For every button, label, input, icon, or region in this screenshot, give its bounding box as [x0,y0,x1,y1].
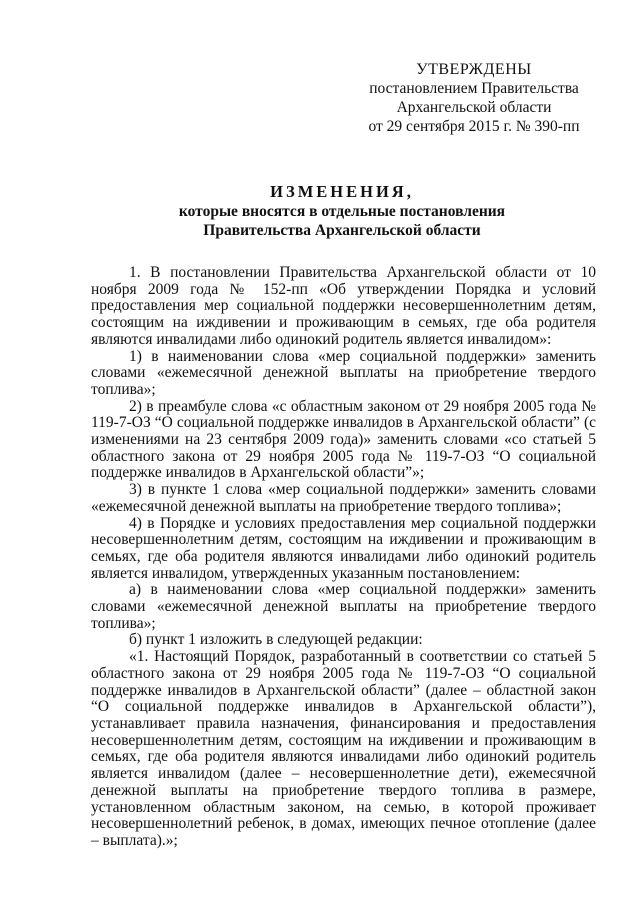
approval-heading: УТВЕРЖДЕНЫ [416,61,532,78]
paragraph-1: 1. В постановлении Правительства Архангельской области от 10 ноября 2009 года № 152-пп «Об утверждении Порядка и условий предоставления мер социальной поддержки несовершеннолетним детям, состоящим на иждивении и проживающим в семьях, где оба родителя являются инвалидами либо одинокий родитель является инвалидом»: [91,264,596,348]
approval-line-1: постановлением Правительства [369,80,579,97]
paragraph-6: а) в наименовании слова «мер социальной поддержки» заменить словами «ежемесячной денежной выплаты на приобретение твердого топлива»; [91,581,596,632]
title-main: ИЗМЕНЕНИЯ, [270,182,414,201]
title-sub-1: которые вносятся в отдельные постановления [178,203,506,220]
paragraph-8: «1. Настоящий Порядок, разработанный в соответствии со статьей 5 областного закона от 29 ноября 2005 года № 119-7-ОЗ “О социальной поддержке инвалидов в Архангельской области” (далее – областной закон “О социальной поддержке инвалидов в Архангельской области”), устанавливает правила назначения, финансирования и предоставления несовершеннолетним детям, состоящим на иждивении и проживающим в семьях, где оба родителя являются инвалидами либо одинокий родитель является инвалидом (далее – несовершеннолетние дети), ежемесячной денежной выплаты на приобретение твердого топлива в размере, установленном областным законом, на семью, в которой проживает несовершеннолетний ребенок, в домах, имеющих печное отопление (далее – выплата).»; [91,648,596,849]
approval-line-2: Архангельской области [396,99,552,116]
paragraph-5: 4) в Порядке и условиях предоставления мер социальной поддержки несовершеннолетним детям, состоящим на иждивении и проживающим в семьях, где оба родителя являются инвалидами либо одинокий родитель является инвалидом, утвержденных указанным постановлением: [91,514,596,582]
approval-line-3: от 29 сентября 2015 г. № 390-пп [368,118,580,135]
paragraph-2: 1) в наименовании слова «мер социальной поддержки» заменить словами «ежемесячной денежной выплаты на приобретение твердого топлива»; [91,347,596,398]
paragraph-3: 2) в преамбуле слова «с областным законом от 29 ноября 2005 года № 119-7-ОЗ “О социальной поддержке инвалидов в Архангельской области” (с изменениями на 23 сентября 2009 года)» заменить словами «со статьей 5 областного закона от 29 ноября 2005 года № 119-7-ОЗ “О социальной поддержке инвалидов в Архангельской области”»; [91,397,596,482]
document-title [90,182,594,240]
document-body [91,265,596,850]
paragraph-4: 3) в пункте 1 слова «мер социальной поддержки» заменить словами «ежемесячной денежной выплаты на приобретение твердого топлива»; [91,481,596,515]
paragraph-7: б) пункт 1 изложить в следующей редакции: [129,631,423,649]
title-sub-2: Правительства Архангельской области [203,222,481,239]
approval-stamp [356,60,592,136]
